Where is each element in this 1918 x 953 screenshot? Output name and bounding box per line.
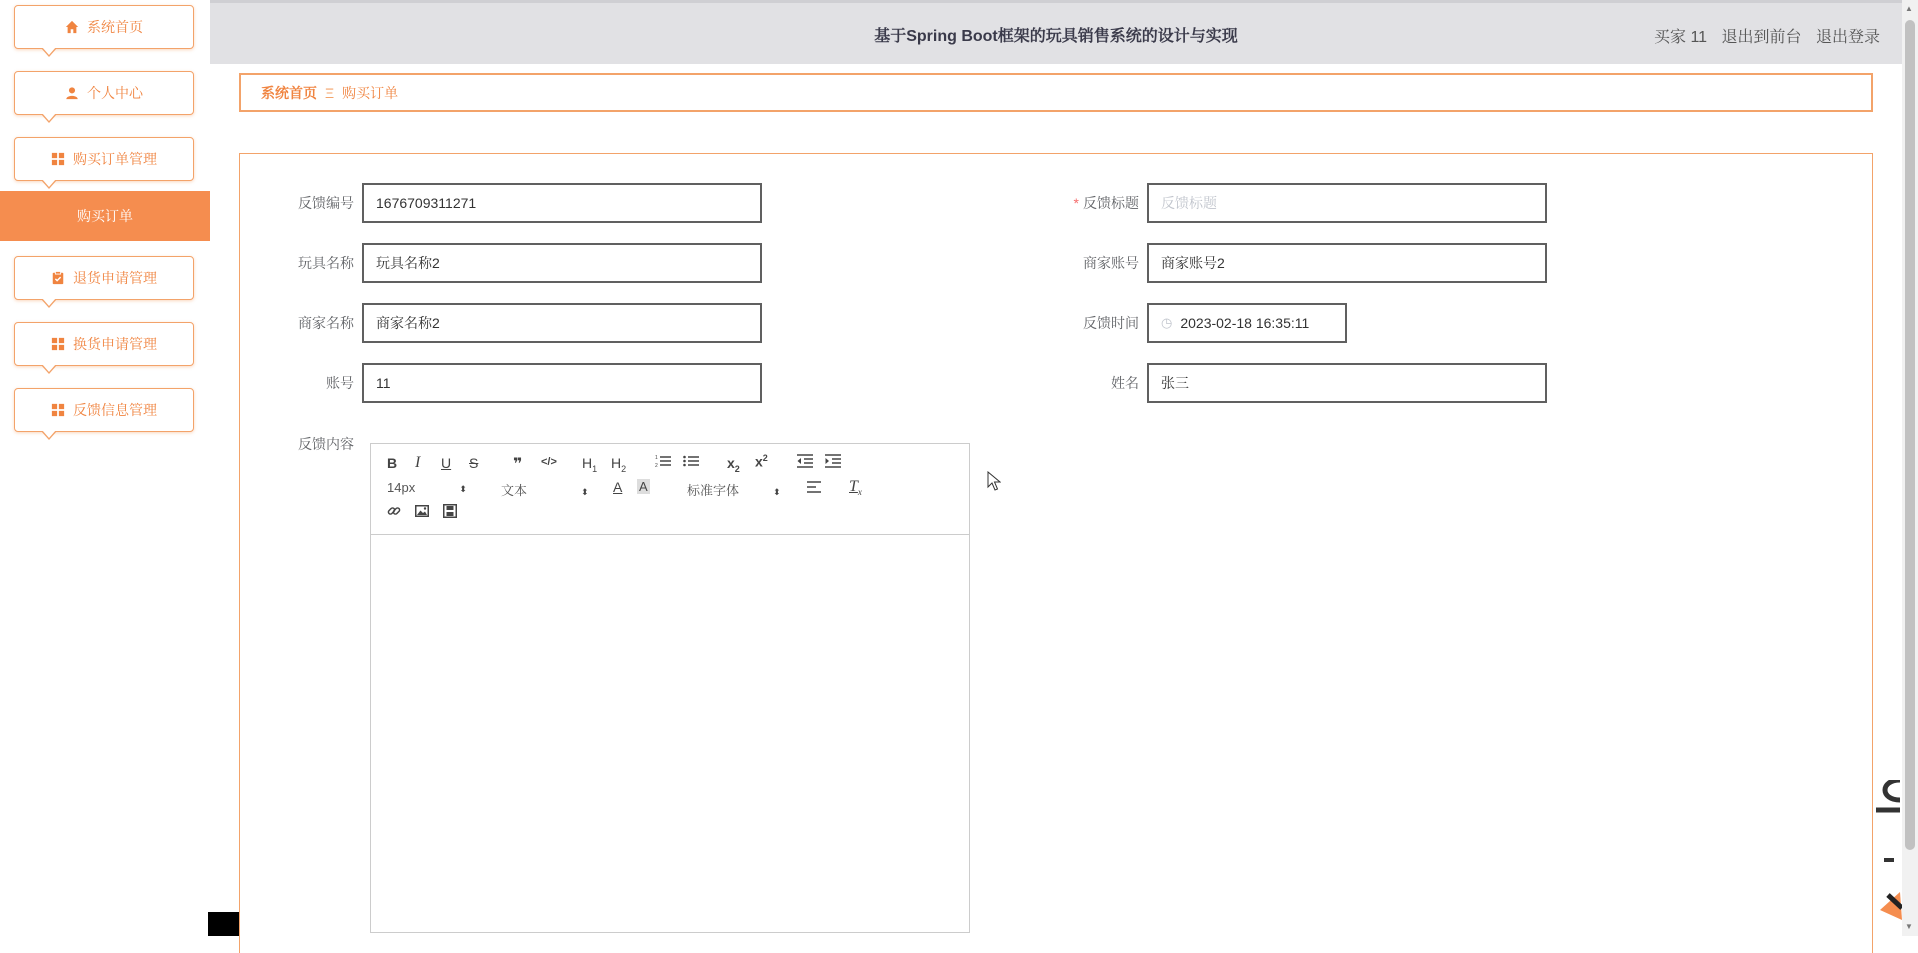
select-arrows-icon: ⬍ [459, 484, 467, 494]
rich-text-editor [370, 443, 970, 933]
field-label-text: 反馈标题 [1083, 195, 1139, 211]
image-button[interactable] [415, 504, 429, 520]
select-arrows-icon: ⬍ [773, 487, 781, 497]
required-mark: * [1073, 195, 1079, 211]
superscript-button[interactable]: $x^2$ [755, 453, 768, 470]
sidebar-item-home[interactable] [14, 5, 194, 49]
bullet-list-icon [683, 454, 699, 468]
page-title: 基于Spring Boot框架的玩具销售系统的设计与实现 [874, 28, 1238, 45]
scroll-down-icon[interactable]: ▼ [1905, 922, 1913, 931]
clear-format-button[interactable]: $T_x$ [849, 478, 862, 498]
field-label: 商家账号 [1083, 255, 1139, 271]
outdent-icon [797, 454, 813, 468]
breadcrumb-current: 购买订单 [342, 84, 399, 101]
scrollbar-thumb[interactable] [1905, 20, 1915, 850]
top-header [210, 0, 1902, 64]
toy-name-input[interactable]: 玩具名称2 [362, 243, 762, 283]
sidebar-item-label: 系统首页 [87, 19, 143, 35]
font-family-select[interactable] [687, 480, 781, 499]
sidebar-item-exchange-mgmt[interactable] [14, 322, 194, 366]
header-select-value: 文本 [501, 483, 528, 498]
editor-toolbar [371, 444, 969, 535]
blockquote-button[interactable]: ❞ [513, 456, 523, 473]
link-button[interactable] [387, 504, 401, 521]
clock-icon: ◷ [1161, 315, 1173, 330]
form-row-feedback-time [1035, 303, 1347, 343]
font-size-value: 14px [387, 480, 416, 495]
bubble-tail [41, 299, 57, 308]
form-row-account [250, 363, 762, 403]
breadcrumb-separator: Ξ [325, 84, 335, 101]
align-button[interactable] [807, 480, 821, 496]
field-label: 商家名称 [298, 315, 354, 331]
select-arrows-icon: ⬍ [581, 487, 589, 497]
page-scrollbar[interactable] [1902, 0, 1918, 936]
align-left-icon [807, 481, 821, 493]
form-row-feedback-title [1035, 183, 1547, 223]
bubble-tail [41, 431, 57, 440]
link-icon [387, 504, 401, 518]
form-row-merchant-account [1035, 243, 1547, 283]
ordered-list-button[interactable] [655, 454, 671, 471]
underline-button[interactable]: U [441, 455, 452, 471]
user-icon [65, 86, 79, 100]
h1-button[interactable]: $H_1$ [582, 455, 598, 474]
field-label: 反馈编号 [298, 195, 354, 211]
image-icon [415, 505, 429, 517]
decorative-block [208, 912, 240, 936]
italic-button[interactable]: I [415, 454, 421, 471]
bubble-tail [41, 365, 57, 374]
form-row-content [250, 434, 362, 454]
header-links [1644, 24, 1880, 47]
sidebar-item-profile[interactable] [14, 71, 194, 115]
editor-content-area[interactable] [371, 535, 969, 932]
feedback-title-input[interactable]: 反馈标题 [1147, 183, 1547, 223]
subscript-button[interactable]: $x_2$ [727, 455, 740, 474]
indent-icon [825, 454, 841, 468]
scroll-up-icon[interactable]: ▲ [1905, 4, 1913, 13]
merchant-account-input[interactable]: 商家账号2 [1147, 243, 1547, 283]
video-button[interactable] [443, 504, 457, 521]
indent-button[interactable] [825, 454, 841, 471]
name-input[interactable]: 张三 [1147, 363, 1547, 403]
ordered-list-icon [655, 454, 671, 468]
font-color-button[interactable]: A [613, 479, 623, 495]
font-size-select[interactable] [387, 480, 467, 495]
account-input[interactable]: 11 [362, 363, 762, 403]
sidebar-item-label: 换货申请管理 [73, 336, 157, 352]
field-label: 账号 [326, 375, 354, 391]
logout-link[interactable]: 退出登录 [1815, 29, 1880, 46]
sidebar-item-purchase-order-mgmt[interactable] [14, 137, 194, 181]
form-row-toy-name [250, 243, 762, 283]
outdent-button[interactable] [797, 454, 813, 471]
feedback-no-input[interactable]: 1676709311271 [362, 183, 762, 223]
sidebar-item-label: 退货申请管理 [73, 270, 157, 286]
clipboard-icon [51, 271, 65, 285]
font-family-value: 标准字体 [687, 483, 740, 498]
bubble-tail [41, 114, 57, 123]
svg-text:1: 1 [655, 455, 658, 461]
sidebar-item-label: 购买订单 [77, 208, 133, 224]
mouse-cursor-icon [987, 471, 1001, 491]
field-label: 反馈时间 [1083, 315, 1139, 331]
bubble-tail [41, 180, 57, 189]
field-label: 玩具名称 [298, 255, 354, 271]
field-label: 姓名 [1111, 375, 1139, 391]
form-row-name [1035, 363, 1547, 403]
breadcrumb [239, 73, 1873, 112]
grid-icon [51, 337, 65, 351]
breadcrumb-home[interactable]: 系统首页 [261, 84, 317, 101]
sidebar-item-label: 个人中心 [87, 85, 143, 101]
header-select[interactable] [501, 480, 589, 499]
feedback-time-value: 2023-02-18 16:35:11 [1180, 315, 1310, 331]
sidebar-item-return-mgmt[interactable] [14, 256, 194, 300]
form-row-merchant-name [250, 303, 762, 343]
background-color-button[interactable]: A [639, 479, 648, 494]
code-block-button[interactable]: </> [541, 456, 557, 468]
bold-button[interactable]: B [387, 455, 398, 471]
bubble-tail [41, 48, 57, 57]
user-label: 买家 11 [1654, 29, 1708, 46]
floating-widget-icon [1870, 780, 1902, 920]
home-icon [65, 20, 79, 34]
form-row-feedback-no [250, 183, 762, 223]
back-to-front-link[interactable]: 退出到前台 [1721, 29, 1802, 46]
sidebar [0, 0, 210, 936]
h2-button[interactable]: $H_2$ [611, 455, 627, 474]
grid-icon [51, 152, 65, 166]
sidebar-item-label: 反馈信息管理 [73, 402, 157, 418]
field-label [1035, 193, 1139, 213]
bullet-list-button[interactable] [683, 454, 699, 471]
strike-button[interactable]: S [469, 455, 479, 471]
field-label: 反馈内容 [298, 436, 354, 452]
svg-text:2: 2 [655, 463, 658, 468]
sidebar-item-purchase-order[interactable] [0, 191, 210, 241]
video-icon [443, 504, 457, 518]
sidebar-item-feedback-mgmt[interactable] [14, 388, 194, 432]
feedback-time-picker[interactable] [1147, 303, 1347, 343]
grid-icon [51, 403, 65, 417]
sidebar-item-label: 购买订单管理 [73, 151, 157, 167]
merchant-name-input[interactable]: 商家名称2 [362, 303, 762, 343]
